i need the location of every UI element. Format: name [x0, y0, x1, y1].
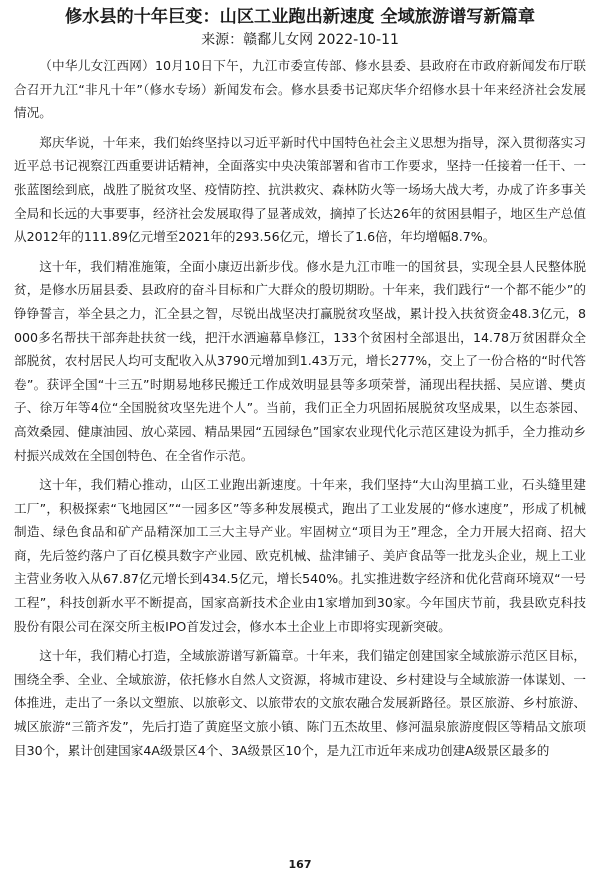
article-title: 修水县的十年巨变：山区工业跑出新速度 全域旅游谱写新篇章	[64, 7, 536, 27]
paragraph: 这十年，我们精准施策，全面小康迈出新步伐。修水是九江市唯一的国贫县，实现全县人民整体脱贫，是修水历届县委、县政府的奋斗目标和广大群众的殷切期盼。十年来，我们践行“一个都不能少”的铮铮誓言，举全县之力，汇全县之智，尽锐出战坚决打赢脱贫攻坚战，累计投入扶贫资金48.3亿元，8000多名帮扶干部奔赴扶贫一线，把汗水洒遍幕阜修江，133个贫困村全部退出，14.78万贫困群众全部脱贫，农村居民人均可支配收入从3790元增加到1.43万元，增长277%，交上了一份合格的“时代答卷”。获评全国“十三五”时期易地移民搬迁工作成效明显县等多项荣誉，涌现出程扶摇、吴应谱、樊贞子、徐万年等4位“全国脱贫攻坚先进个人”。当前，我们正全力巩固拓展脱贫攻坚成果，以生态茶园、高效桑园、健康油园、放心菜园、精品果园“五园绿色”国家农业现代化示范区建设为抓手，全力推动乡村振兴成效在全国创特色、在全省作示范。	[14, 258, 586, 463]
paragraph: 郑庆华说，十年来，我们始终坚持以习近平新时代中国特色社会主义思想为指导，深入贯彻落实习近平总书记视察江西重要讲话精神，全面落实中央决策部署和省市工作要求，坚持一任接着一任干、一张蓝图绘到底，战胜了脱贫攻坚、疫情防控、抗洪救灾、森林防火等一场场大战大考，办成了许多事关全局和长远的大事要事，经济社会发展取得了显著成效，摘掉了长达26年的贫困县帽子，地区生产总值从2012年的111.89亿元增至2021年的293.56亿元，增长了1.6倍，年均增幅8.7%。	[14, 134, 586, 245]
paragraph: 这十年，我们精心打造，全域旅游谱写新篇章。十年来，我们锚定创建国家全域旅游示范区目标，围绕全季、全业、全域旅游，依托修水自然人文资源，将城市建设、乡村建设与全域旅游一体谋划、一体推进，走出了一条以文塑旅、以旅彰文、以旅带农的文旅农融合发展新路径。景区旅游、乡村旅游、城区旅游“三箭齐发”，先后打造了黄庭坚文旅小镇、陈门五杰故里、修河温泉旅游度假区等精品文旅项目30个，累计创建国家4A级景区4个、3A级景区10个，是九江市近年来成功创建A级景区最多的	[14, 648, 586, 758]
paragraph: 这十年，我们精心推动，山区工业跑出新速度。十年来，我们坚持“大山沟里搞工业，石头缝里建工厂”，积极探索“飞地园区”“一园多区”等多种发展模式，跑出了工业发展的“修水速度”，形成了机械制造、绿色食品和矿产品精深加工三大主导产业。牢固树立“项目为王”理念，全力开展大招商、招大商，先后签约落户了百亿模具数字产业园、欧克机械、盐津铺子、美庐食品等一批龙头企业，规上工业主营业务收入从67.87亿元增长到434.5亿元，增长540%。扎实推进数字经济和优化营商环境双“一号工程”，科技创新水平不断提高，国家高新技术企业由1家增加到30家。今年国庆节前，我县欧克科技股份有限公司在深交所主板IPO首发过会，修水本土企业上市即将实现新突破。	[14, 477, 586, 634]
article-source: 来源：赣鄱儿女网 2022-10-11	[201, 32, 399, 48]
paragraph: （中华儿女江西网）10月10日下午，九江市委宣传部、修水县委、县政府在市政府新闻发布厅联合召开九江“非凡十年”（修水专场）新闻发布会。修水县委书记郑庆华介绍修水县十年来经济社会发展情况。	[14, 58, 586, 121]
page-number: 167	[288, 858, 312, 871]
